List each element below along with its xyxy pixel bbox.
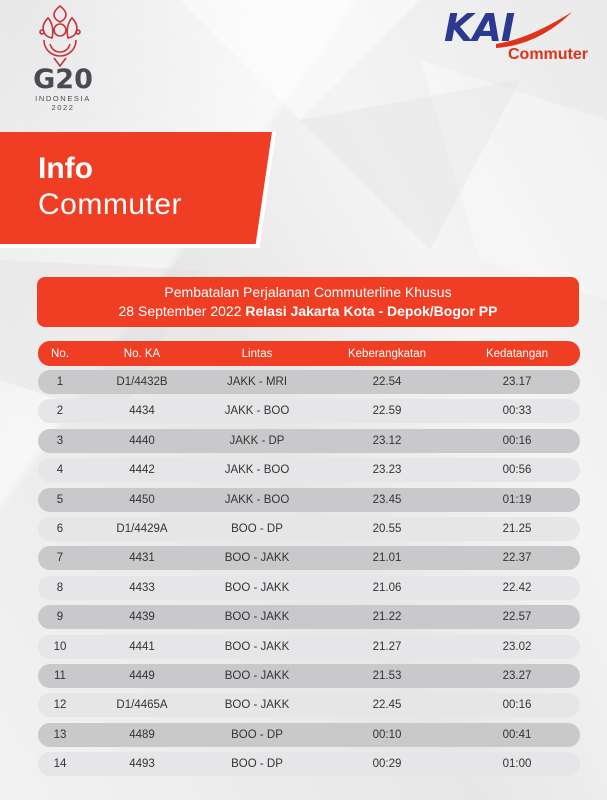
header-kedatangan: Kedatangan [485, 347, 549, 360]
table-body [38, 370, 580, 781]
cell-kedatangan: 23.27 [502, 669, 532, 682]
cell-no: 14 [53, 758, 67, 771]
cell-lintas: BOO - DP [231, 758, 283, 771]
table-row [38, 370, 580, 394]
announcement-route: Relasi Jakarta Kota - Depok/Bogor PP [245, 303, 498, 319]
cell-keberangkatan: 22.59 [372, 405, 402, 418]
cell-no: 10 [53, 640, 67, 653]
cell-kedatangan: 01:19 [502, 493, 532, 506]
cell-keberangkatan: 20.55 [372, 522, 402, 535]
kai-wordmark: KAI [444, 6, 514, 50]
cell-kedatangan: 23.02 [502, 640, 532, 653]
announcement-box [37, 277, 579, 327]
cell-lintas: BOO - JAKK [224, 669, 290, 682]
cell-keberangkatan: 21.53 [372, 669, 402, 682]
cell-no: 2 [56, 405, 64, 418]
cell-no-ka: 4434 [129, 405, 155, 418]
table-row [38, 693, 580, 717]
cell-keberangkatan: 22.45 [372, 699, 402, 712]
header-keberangkatan: Keberangkatan [347, 347, 426, 360]
cell-keberangkatan: 21.22 [372, 611, 402, 624]
cell-no: 4 [56, 464, 64, 477]
announcement-line1: Pembatalan Perjalanan Commuterline Khusus [164, 284, 452, 300]
cell-lintas: BOO - JAKK [224, 581, 290, 594]
cell-no-ka: 4441 [129, 640, 155, 653]
cell-no: 8 [56, 581, 64, 594]
cell-kedatangan: 21.25 [502, 522, 532, 535]
cell-kedatangan: 23.17 [502, 376, 532, 388]
table-row [38, 664, 580, 688]
cell-no-ka: 4449 [129, 669, 155, 682]
cell-kedatangan: 22.37 [502, 552, 532, 565]
table-row [38, 546, 580, 570]
cell-no: 6 [56, 522, 64, 535]
g20-wordmark: G20 [33, 64, 93, 95]
table-row [38, 517, 580, 541]
cell-no: 1 [56, 376, 64, 388]
cell-no-ka: 4439 [129, 611, 155, 624]
cell-kedatangan: 00:56 [502, 464, 532, 477]
cell-kedatangan: 01:00 [502, 758, 532, 771]
cell-no: 9 [56, 611, 64, 624]
table-row [38, 605, 580, 629]
table-row [38, 635, 580, 659]
cell-kedatangan: 22.42 [502, 581, 532, 594]
cell-lintas: BOO - JAKK [224, 640, 290, 653]
header-lintas: Lintas [241, 347, 273, 360]
cell-lintas: BOO - DP [231, 522, 283, 535]
cell-keberangkatan: 23.12 [372, 434, 402, 447]
cell-keberangkatan: 23.45 [372, 493, 402, 506]
cell-kedatangan: 00:16 [502, 699, 532, 712]
cell-kedatangan: 00:16 [502, 434, 532, 447]
cell-keberangkatan: 21.27 [372, 640, 402, 653]
cell-no-ka: D1/4465A [116, 699, 168, 712]
announcement-date: 28 September 2022 [118, 303, 242, 319]
cell-no-ka: 4440 [129, 434, 155, 447]
cell-lintas: JAKK - BOO [224, 405, 290, 418]
cell-lintas: BOO - DP [231, 728, 283, 741]
table-row [38, 399, 580, 423]
table-row [38, 429, 580, 453]
cell-lintas: JAKK - MRI [226, 376, 288, 388]
banner-title: Info [38, 152, 93, 185]
table-row [38, 576, 580, 600]
g20-country: INDONESIA 2022 [35, 94, 91, 112]
kai-commuter-label: Commuter [507, 46, 588, 63]
table-row [38, 488, 580, 512]
cell-no: 7 [56, 552, 64, 565]
table-row [38, 723, 580, 747]
cell-no-ka: 4431 [129, 552, 155, 565]
cell-no: 12 [53, 699, 67, 712]
table-row [38, 752, 580, 776]
cell-no: 13 [53, 728, 67, 741]
cell-keberangkatan: 00:29 [372, 758, 402, 771]
cell-keberangkatan: 21.06 [372, 581, 402, 594]
cell-lintas: BOO - JAKK [224, 552, 290, 565]
cell-keberangkatan: 22.54 [372, 376, 402, 388]
cell-no: 5 [56, 493, 64, 506]
cell-lintas: BOO - JAKK [224, 611, 290, 624]
cell-no-ka: D1/4432B [116, 376, 168, 388]
cell-no: 3 [56, 434, 64, 447]
header-no: No. [51, 347, 69, 360]
cell-lintas: JAKK - DP [229, 434, 285, 447]
cell-no-ka: 4489 [129, 728, 155, 741]
cell-no-ka: 4442 [129, 464, 155, 477]
cell-keberangkatan: 23.23 [372, 464, 402, 477]
cell-no-ka: 4450 [129, 493, 155, 506]
cell-kedatangan: 00:33 [502, 405, 532, 418]
announcement-line2 [37, 302, 579, 321]
cell-lintas: BOO - JAKK [224, 699, 290, 712]
g20-ornament-icon [30, 4, 90, 68]
cell-keberangkatan: 21.01 [372, 552, 402, 565]
cell-keberangkatan: 00:10 [372, 728, 402, 741]
cell-no-ka: D1/4429A [116, 522, 168, 535]
cell-lintas: JAKK - BOO [224, 464, 290, 477]
cell-kedatangan: 22.57 [502, 611, 532, 624]
g20-indonesia-logo [22, 4, 102, 110]
kai-commuter-logo [438, 6, 588, 68]
table-row [38, 458, 580, 482]
cell-no-ka: 4433 [129, 581, 155, 594]
cell-kedatangan: 00:41 [502, 728, 532, 741]
cell-no-ka: 4493 [129, 758, 155, 771]
cell-no: 11 [54, 669, 66, 682]
banner-subtitle: Commuter [38, 188, 183, 221]
header-no-ka: No. KA [123, 347, 161, 360]
cell-lintas: JAKK - BOO [224, 493, 290, 506]
kai-swoosh-icon [486, 10, 576, 50]
table-header [38, 341, 580, 366]
